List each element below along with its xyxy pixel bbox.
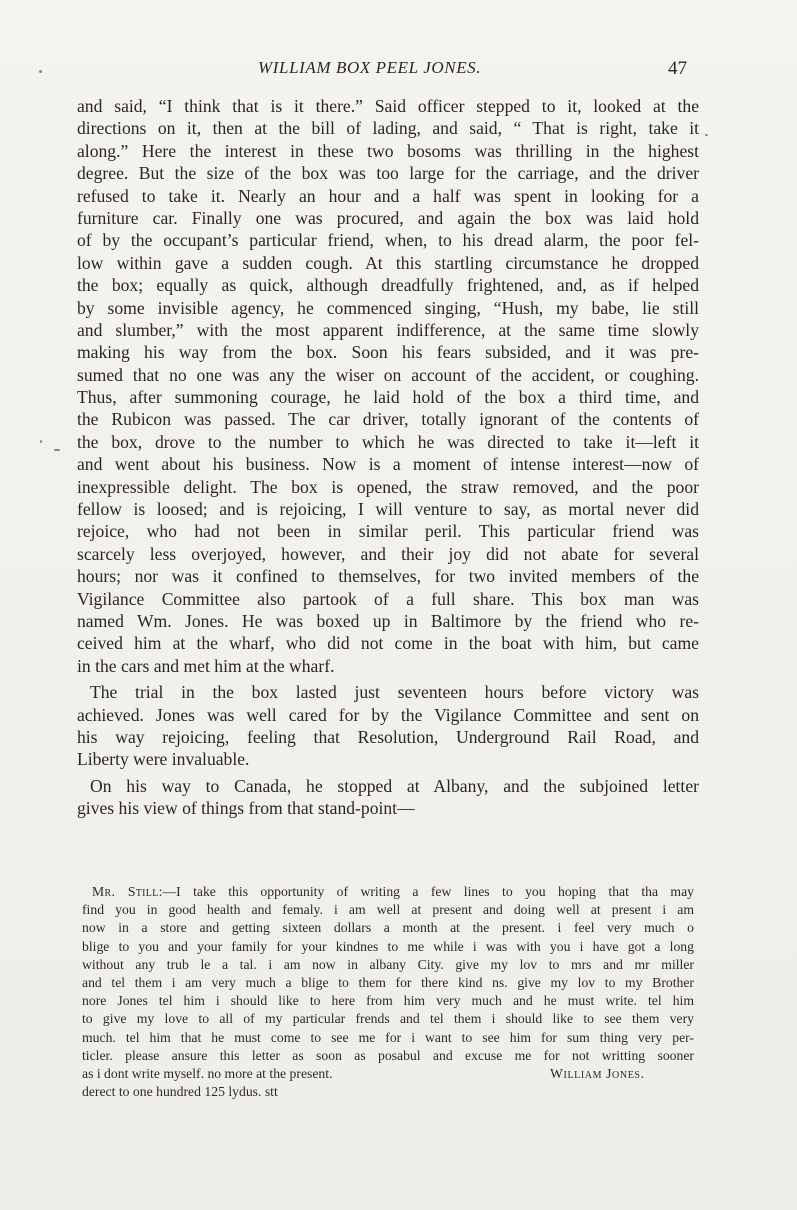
letter-closing-row (82, 1065, 694, 1083)
letter-line: ticler. please ansure this letter as soon as posabul and excuse me for not writting sooner (82, 1047, 694, 1063)
letter-signature: William Jones. (550, 1065, 645, 1081)
page-number: 47 (668, 58, 687, 79)
letter-closing: as i dont write myself. no more at the present. (82, 1065, 333, 1081)
text-line: making his way from the box. Soon his fears subsided, and it was pre- (77, 342, 699, 363)
paper-speck (40, 440, 42, 443)
text-line: and slumber,” with the most apparent indifference, at the same time slowly (77, 319, 699, 340)
letter-line: blige to you and your family for your kindnes to me while i was with you i have got a long (82, 938, 694, 954)
text-line: named Wm. Jones. He was boxed up in Baltimore by the friend who re- (77, 610, 699, 631)
text-line: fellow is loosed; and is rejoicing, I will venture to say, as mortal never did (77, 499, 699, 520)
text-line: of by the occupant’s particular friend, when, to his dread alarm, the poor fel- (77, 230, 699, 251)
paper-speck (705, 134, 708, 136)
letter-salutation: Mr. Still (92, 884, 159, 899)
paragraph-3 (77, 775, 699, 820)
text-line: degree. But the size of the box was too large for the carriage, and the driver (77, 163, 699, 184)
letter-first-line: :—I take this opportunity of writing a few lines to you hoping that tha may (158, 884, 694, 899)
body-text (77, 95, 699, 820)
text-line: furniture car. Finally one was procured, and again the box was laid hold (77, 207, 699, 228)
text-line: Thus, after summoning courage, he laid hold of the box a third time, and (77, 387, 699, 408)
text-line: Vigilance Committee also partook of a full share. This box man was (77, 588, 699, 609)
letter-line: find you in good health and femaly. i am well at present and doing well at present i am (82, 902, 694, 918)
text-line: The trial in the box lasted just seventeen hours before victory was (90, 682, 699, 703)
letter-line: nore Jones tel him i should like to here from him very much and he must write. tel him (82, 993, 694, 1009)
quoted-letter (82, 883, 694, 1101)
paper-speck (39, 70, 42, 73)
text-line: On his way to Canada, he stopped at Albany, and the subjoined letter (90, 775, 699, 796)
text-line: ceived him at the wharf, who did not come in the boat with him, but came (77, 633, 699, 654)
paragraph-1 (77, 95, 699, 677)
text-line: hours; nor was it confined to themselves, for two invited members of the (77, 566, 699, 587)
text-line: gives his view of things from that stand-point— (77, 798, 415, 819)
text-line: rejoice, who had not been in similar peril. This particular friend was (77, 521, 699, 542)
text-line: by some invisible agency, he commenced singing, “Hush, my babe, lie still (77, 297, 699, 318)
letter-line (82, 883, 694, 901)
letter-line: and tel them i am very much a blige to them for there kind ns. give my lov to my Brother (82, 974, 694, 990)
running-head: WILLIAM BOX PEEL JONES. (258, 58, 482, 77)
text-line: and went about his business. Now is a moment of intense interest—now of (77, 454, 699, 475)
text-line: Liberty were invaluable. (77, 749, 250, 770)
paper-speck (54, 449, 60, 451)
text-line: directions on it, then at the bill of lading, and said, “ That is right, take it (77, 118, 699, 139)
text-line: the Rubicon was passed. The car driver, totally ignorant of the contents of (77, 409, 699, 430)
letter-line: now in a store and getting sixteen dollars a month at the present. i feel very much o (82, 920, 694, 936)
text-line: refused to take it. Nearly an hour and a half was spent in looking for a (77, 185, 699, 206)
text-line: scarcely less overjoyed, however, and their joy did not abate for several (77, 543, 699, 564)
paragraph-2 (77, 681, 699, 771)
letter-address: derect to one hundred 125 lydus. stt (82, 1084, 278, 1100)
letter-line: much. tel him that he must come to see me for i want to see him for sum thing very per- (82, 1029, 694, 1045)
letter-line: without any trub le a tal. i am now in albany City. give my lov to mrs and mr miller (82, 956, 694, 972)
text-line: and said, “I think that is it there.” Said officer stepped to it, looked at the (77, 96, 699, 116)
text-line: the box; equally as quick, although dreadfully frightened, and, as if helped (77, 275, 699, 296)
letter-line: to give my love to all of my particular frends and tel them i should like to see them very (82, 1011, 694, 1027)
text-line: in the cars and met him at the wharf. (77, 655, 335, 676)
text-line: achieved. Jones was well cared for by the Vigilance Committee and sent on (77, 704, 699, 725)
text-line: sumed that no one was any the wiser on account of the accident, or coughing. (77, 364, 699, 385)
text-line: along.” Here the interest in these two bosoms was thrilling in the highest (77, 140, 699, 161)
text-line: inexpressible delight. The box is opened, the straw removed, and the poor (77, 476, 699, 497)
text-line: low within gave a sudden cough. At this startling circumstance he dropped (77, 252, 699, 273)
text-line: the box, drove to the number to which he was directed to take it—left it (77, 431, 699, 452)
text-line: his way rejoicing, feeling that Resolution, Underground Rail Road, and (77, 726, 699, 747)
